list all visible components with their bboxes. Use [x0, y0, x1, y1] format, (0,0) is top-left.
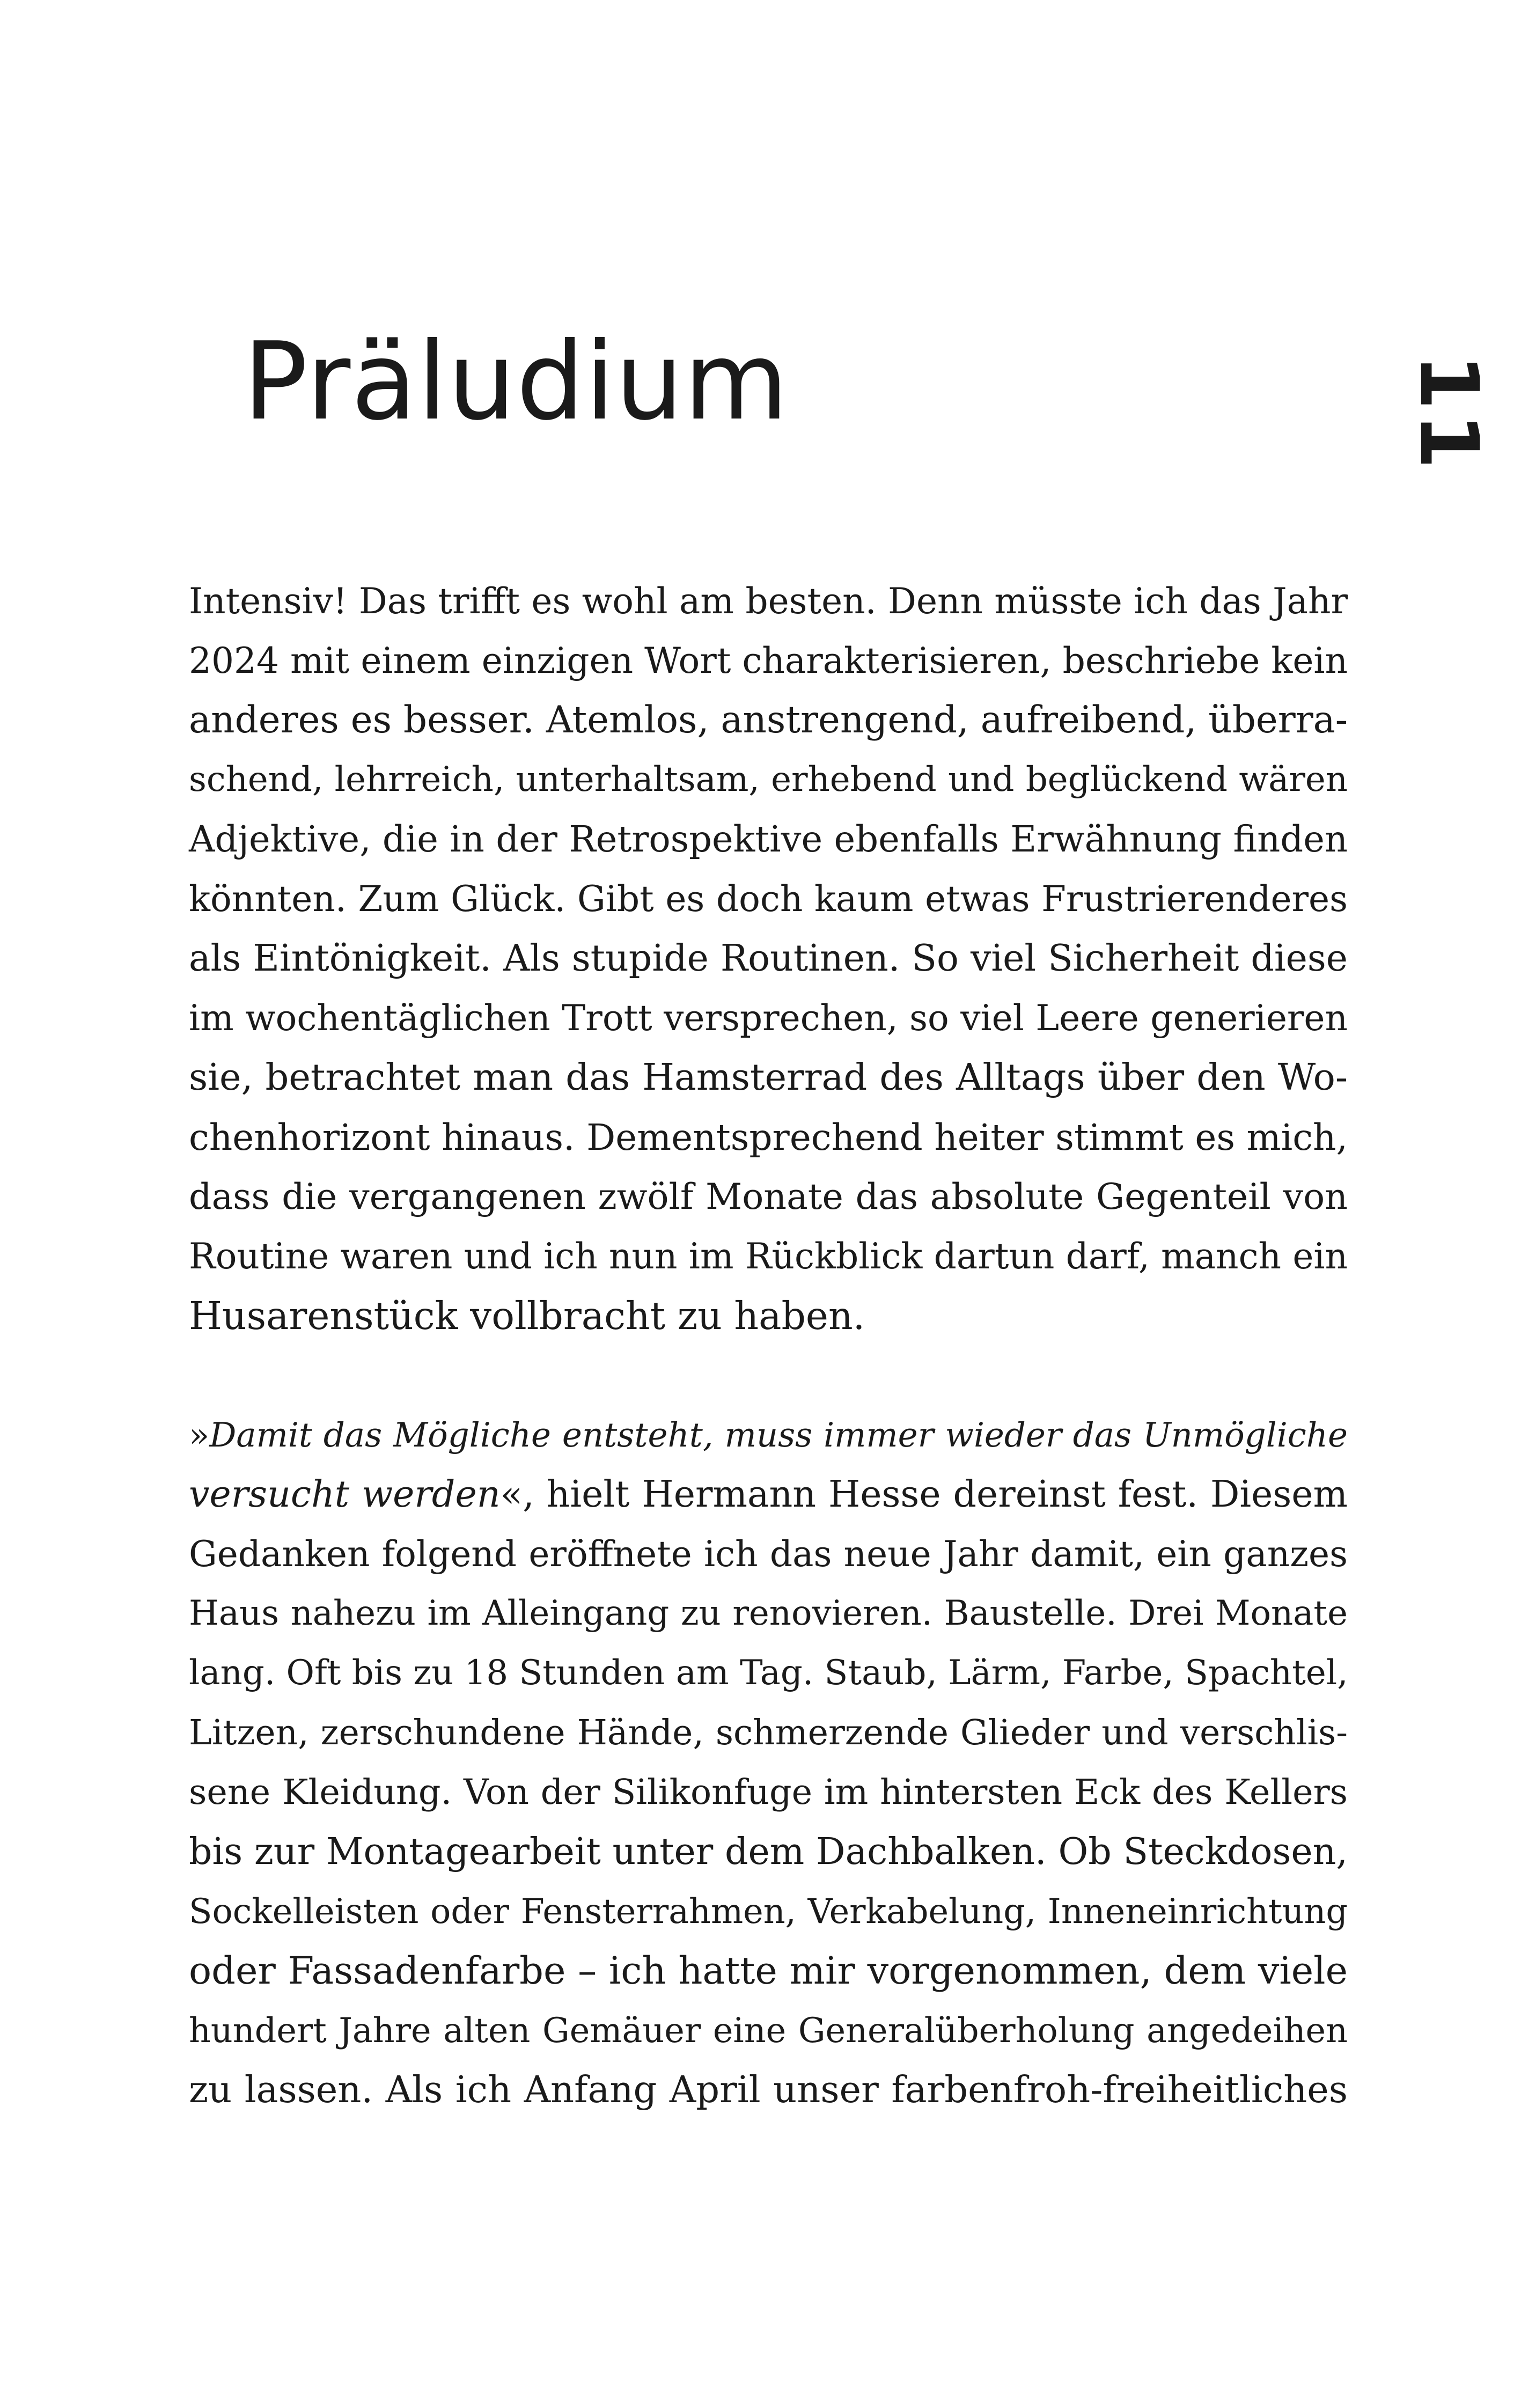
- text-line: Husarenstück vollbracht zu haben.: [189, 1294, 865, 1338]
- text-line: hundert Jahre alten Gemäuer eine Generalüberholung angedeihen: [189, 2010, 1348, 2050]
- hesse-quote-part-1: Damit das Mögliche entsteht, muss immer wieder das Unmögliche: [209, 1415, 1348, 1455]
- text-line: als Eintönigkeit. Als stupide Routinen. So viel Sicherheit diese: [189, 937, 1348, 980]
- text-line: Adjektive, die in der Retrospektive ebenfalls Erwähnung finden: [189, 818, 1348, 860]
- text-line: Litzen, zerschundene Hände, schmerzende Glieder und verschlis-: [189, 1713, 1348, 1753]
- quote-open-mark: »: [189, 1415, 210, 1455]
- paragraph-1: [189, 571, 1348, 1346]
- hesse-quote-part-2: versucht werden: [189, 1473, 501, 1516]
- chapter-title: Präludium: [243, 319, 789, 444]
- paragraph-gap: [189, 1346, 1348, 1405]
- text-line: bis zur Montagearbeit unter dem Dachbalken. Ob Steckdosen,: [189, 1831, 1348, 1873]
- text-line: könnten. Zum Glück. Gibt es doch kaum etwas Frustrierenderes: [189, 878, 1348, 920]
- quote-attribution-line: [189, 1465, 1348, 1524]
- text-line: oder Fassadenfarbe – ich hatte mir vorgenommen, dem viele: [189, 1949, 1348, 1993]
- text-line: Sockelleisten oder Fensterrahmen, Verkabelung, Inneneinrichtung: [189, 1891, 1348, 1931]
- text-line: dass die vergangenen zwölf Monate das absolute Gegenteil von: [189, 1176, 1348, 1217]
- text-line: sene Kleidung. Von der Silikonfuge im hintersten Eck des Kellers: [189, 1772, 1348, 1812]
- text-line: 2024 mit einem einzigen Wort charakterisieren, beschriebe kein: [189, 640, 1348, 681]
- text-line: sie, betrachtet man das Hamsterrad des Alltags über den Wo-: [189, 1056, 1348, 1099]
- text-line: im wochentäglichen Trott versprechen, so viel Leere generieren: [189, 997, 1348, 1039]
- text-line: Haus nahezu im Alleingang zu renovieren. Baustelle. Drei Monate: [189, 1594, 1348, 1633]
- text-line: schend, lehrreich, unterhaltsam, erhebend und beglückend wären: [189, 760, 1348, 799]
- page-number: 11: [1402, 354, 1495, 473]
- text-line: zu lassen. Als ich Anfang April unser farbenfroh-freiheitliches: [189, 2068, 1348, 2111]
- paragraph-2: [189, 1405, 1348, 2120]
- text-line: Routine waren und ich nun im Rückblick dartun darf, manch ein: [189, 1236, 1348, 1277]
- text-line: Gedanken folgend eröffnete ich das neue Jahr damit, ein ganzes: [189, 1533, 1348, 1575]
- text-line: anderes es besser. Atemlos, anstrengend, aufreibend, überra-: [189, 699, 1348, 742]
- body-text: [189, 571, 1348, 2120]
- attribution-text: hielt Hermann Hesse dereinst fest. Diesem: [534, 1473, 1348, 1516]
- text-line: chenhorizont hinaus. Dementsprechend heiter stimmt es mich,: [189, 1116, 1348, 1158]
- text-line: Intensiv! Das trifft es wohl am besten. Denn müsste ich das Jahr: [189, 581, 1348, 622]
- quote-close-mark: «,: [500, 1473, 534, 1516]
- text-line: lang. Oft bis zu 18 Stunden am Tag. Staub, Lärm, Farbe, Spachtel,: [189, 1653, 1348, 1693]
- quote-line: [189, 1405, 1348, 1465]
